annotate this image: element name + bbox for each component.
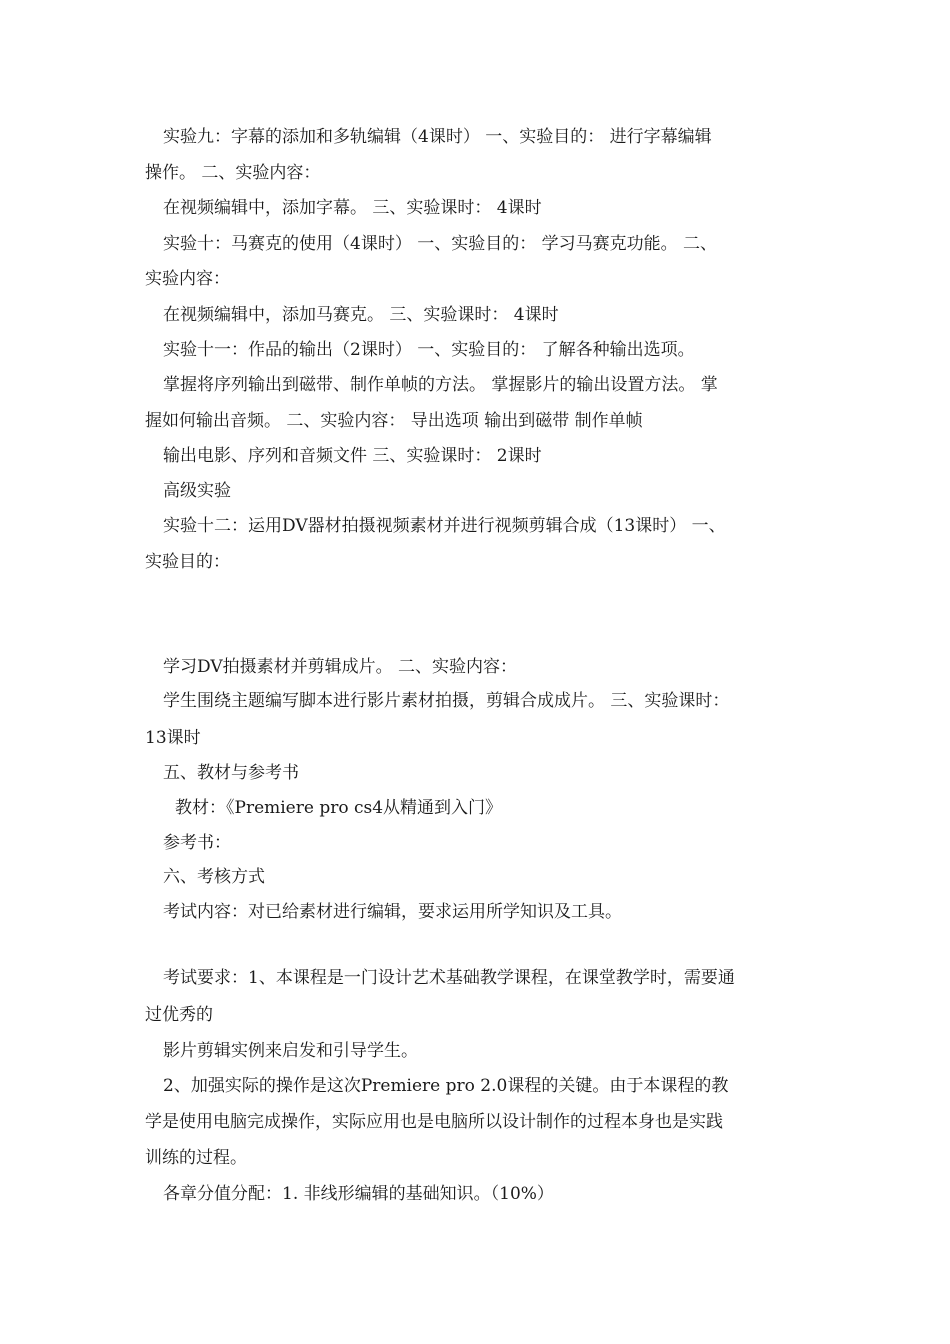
text-line-section-five: 五、教材与参考书 [163, 763, 299, 783]
text-line-textbook: 教材：《Premiere pro cs4从精通到入门》 [175, 798, 503, 818]
text-line-exp12-heading: 实验十二：运用DV器材拍摄视频素材并进行视频剪辑合成（13课时） 一、 [163, 516, 726, 536]
text-line-section-six: 六、考核方式 [163, 867, 265, 887]
text-line-exp10-cont: 实验内容： [145, 269, 230, 289]
text-line-exp11-content: 输出电影、序列和音频文件 三、实验课时： 2课时 [163, 446, 542, 466]
text-line-exp11-heading: 实验十一：作品的输出（2课时） 一、实验目的： 了解各种输出选项。 [163, 340, 695, 360]
text-line-advanced-heading: 高级实验 [163, 481, 231, 501]
text-line-exp12-hours: 13课时 [145, 728, 201, 748]
text-line-exp9-content: 在视频编辑中，添加字幕。 三、实验课时： 4课时 [163, 198, 542, 218]
text-line-exp12-goal: 学习DV拍摄素材并剪辑成片。 二、实验内容： [163, 657, 518, 677]
text-line-exam-content: 考试内容：对已给素材进行编辑，要求运用所学知识及工具。 [163, 902, 622, 922]
text-line-exp10-heading: 实验十：马赛克的使用（4课时） 一、实验目的： 学习马赛克功能。 二、 [163, 234, 718, 254]
text-line-exp9-cont: 操作。 二、实验内容： [145, 163, 321, 183]
text-line-exp10-content: 在视频编辑中，添加马赛克。 三、实验课时： 4课时 [163, 305, 559, 325]
text-line-requirement-two: 2、加强实际的操作是这次Premiere pro 2.0课程的关键。由于本课程的教 [163, 1076, 729, 1096]
text-line-exam-requirements-cont: 过优秀的 [145, 1005, 213, 1025]
text-line-exam-requirements: 考试要求：1、本课程是一门设计艺术基础教学课程，在课堂教学时，需要通 [163, 968, 735, 988]
text-line-exp11-goal-cont: 握如何输出音频。 二、实验内容： 导出选项 输出到磁带 制作单帧 [145, 411, 643, 431]
text-line-exp12-cont: 实验目的： [145, 552, 230, 572]
text-line-exp9-heading: 实验九：字幕的添加和多轨编辑（4课时） 一、实验目的： 进行字幕编辑 [163, 127, 712, 147]
text-line-exp12-content: 学生围绕主题编写脚本进行影片素材拍摄，剪辑合成成片。 三、实验课时： [163, 691, 730, 711]
text-line-exp11-goal: 掌握将序列输出到磁带、制作单帧的方法。 掌握影片的输出设置方法。 掌 [163, 375, 718, 395]
text-line-requirement-two-cont2: 训练的过程。 [145, 1148, 247, 1168]
text-line-requirement-two-cont: 学是使用电脑完成操作，实际应用也是电脑所以设计制作的过程本身也是实践 [145, 1112, 723, 1132]
text-line-references: 参考书： [163, 833, 231, 853]
text-line-score-distribution: 各章分值分配：1. 非线形编辑的基础知识。（10%） [163, 1184, 554, 1204]
text-line-exam-requirements-cont2: 影片剪辑实例来启发和引导学生。 [163, 1041, 418, 1061]
